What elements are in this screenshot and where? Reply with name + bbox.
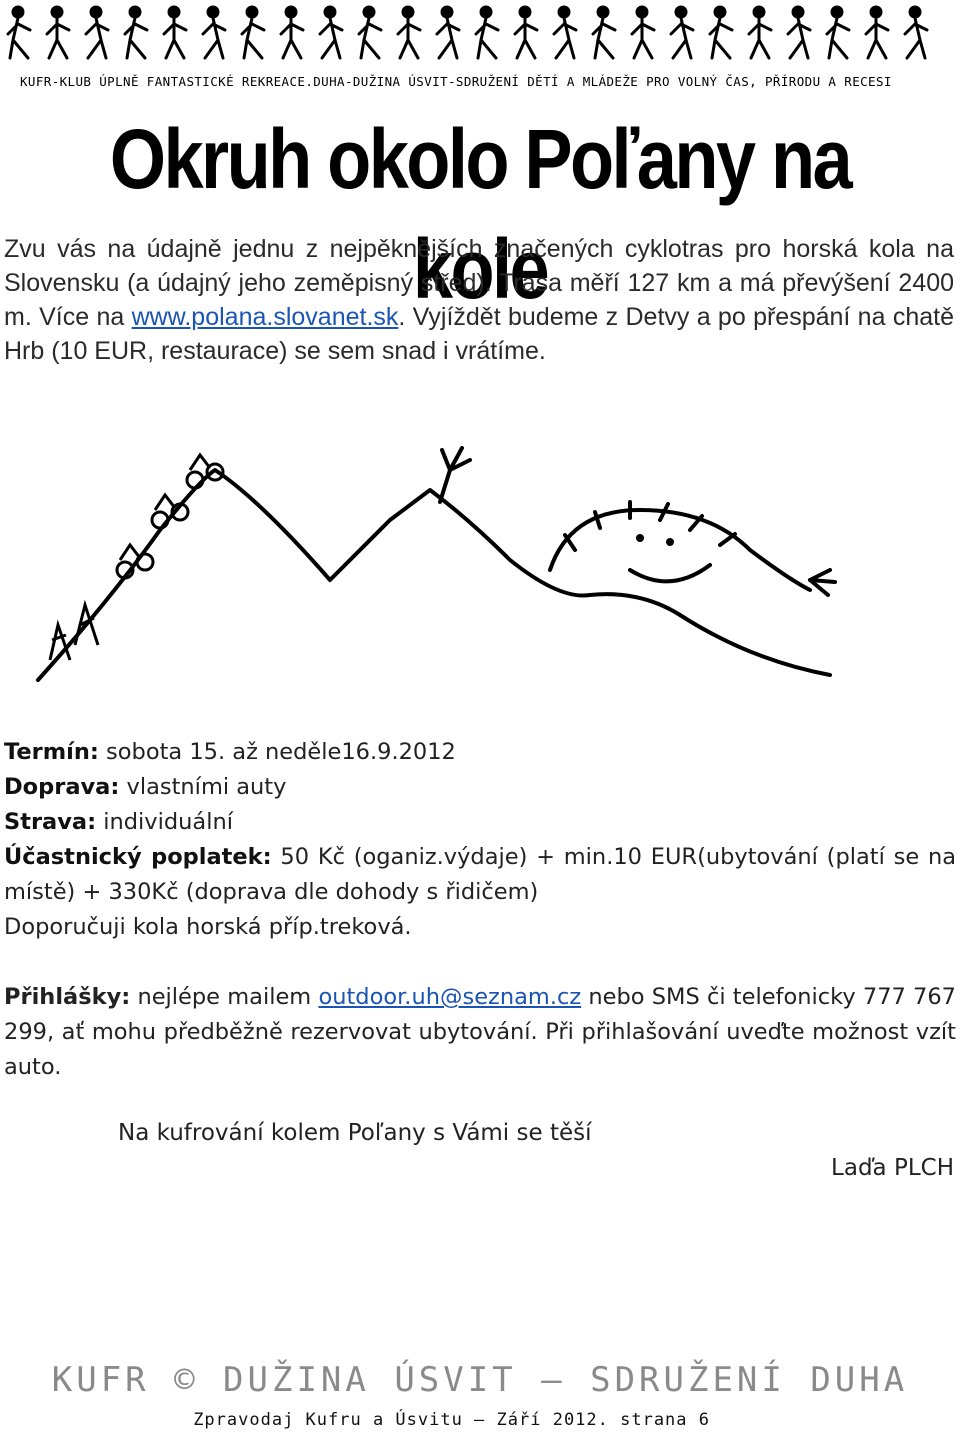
stick-figure-icon <box>86 7 108 58</box>
stick-figure-icon <box>866 7 888 58</box>
signup-paragraph <box>4 980 956 1085</box>
signup-text-2: nebo SMS či telefonicky 777 767 299, ať mohu předběžně rezervovat ubytování. Při přihlašování uveďte možnost vzít auto. <box>4 984 956 1080</box>
termin-value: sobota 15. až neděle16.9.2012 <box>98 739 456 765</box>
intro-paragraph <box>4 232 954 368</box>
stick-figure-icon <box>125 7 147 58</box>
signature: Laďa PLCH <box>831 1155 954 1181</box>
stick-figure-icon <box>164 7 186 58</box>
stick-figure-icon <box>398 7 420 58</box>
closing-line: Na kufrování kolem Poľany s Vámi se těší <box>118 1120 592 1146</box>
signup-text-1: nejlépe mailem <box>130 984 319 1010</box>
termin-label: Termín: <box>4 739 99 765</box>
club-tagline: KUFR-KLUB ÚPLNĚ FANTASTICKÉ REKREACE.DUHA-DUŽINA ÚSVIT-SDRUŽENÍ DĚTÍ A MLÁDEŽE PRO VOLNÝ ČAS, PŘÍRODU A RECESI <box>20 74 892 89</box>
footer-page-info: Zpravodaj Kufru a Úsvitu – Září 2012. strana 6 <box>193 1410 710 1430</box>
footer-brand: KUFR © DUŽINA ÚSVIT – SDRUŽENÍ DUHA <box>51 1360 909 1400</box>
doprava-label: Doprava: <box>4 774 120 800</box>
stick-figure-icon <box>476 7 498 58</box>
stick-figure-icon <box>827 7 849 58</box>
stick-figure-icon <box>242 7 264 58</box>
hikers-icon <box>50 605 98 660</box>
doprava-row <box>4 770 956 805</box>
stick-figure-icon <box>905 7 927 58</box>
stick-figure-icon <box>281 7 303 58</box>
doprava-value: vlastními auty <box>119 774 287 800</box>
signup-label: Přihlášky: <box>4 984 131 1010</box>
strava-row <box>4 805 956 840</box>
poplatek-row <box>4 840 956 910</box>
stick-figure-icon <box>788 7 810 58</box>
stick-figure-icon <box>515 7 537 58</box>
mountains-sun-drawing-icon <box>30 430 930 700</box>
stick-figure-icon <box>671 7 693 58</box>
stick-figure-icon <box>203 7 225 58</box>
polana-link[interactable]: www.polana.slovanet.sk <box>131 303 399 331</box>
intro-text-1: Zvu vás na údajně jednu z nejpěknějších značených cyklotras pro horská kola na Slovensku (a údajný jeho zeměpisný střed). Trasa měří 127 km a má převýšení 2400 m. Více na <box>4 235 954 331</box>
email-link[interactable]: outdoor.uh@seznam.cz <box>318 984 582 1010</box>
stick-figure-icon <box>554 7 576 58</box>
strava-value: individuální <box>96 809 233 835</box>
stick-figure-icon <box>8 7 30 58</box>
strava-label: Strava: <box>4 809 97 835</box>
poplatek-value: 50 Kč (oganiz.výdaje) + min.10 EUR(ubytování (platí se na místě) + 330Kč (doprava dle dohody s řidičem) <box>4 844 957 905</box>
poplatek-label: Účastnický poplatek: <box>4 844 272 870</box>
stick-figure-icon <box>749 7 771 58</box>
stick-figure-icon <box>47 7 69 58</box>
page-title: Okruh okolo Poľany na kole <box>109 112 851 316</box>
event-info <box>4 735 956 945</box>
recommend-row: Doporučuji kola horská příp.treková. <box>4 914 412 940</box>
intro-text-2: . Vyjíždět budeme z Detvy a po přespání na chatě Hrb (10 EUR, restaurace) se sem snad i vrátíme. <box>4 303 954 365</box>
stick-figure-icon <box>632 7 654 58</box>
termin-row <box>4 735 956 770</box>
stick-figure-icon <box>710 7 732 58</box>
stick-figure-icon <box>320 7 342 58</box>
stick-figure-icon <box>359 7 381 58</box>
stick-figure-icon <box>593 7 615 58</box>
stick-figure-icon <box>437 7 459 58</box>
